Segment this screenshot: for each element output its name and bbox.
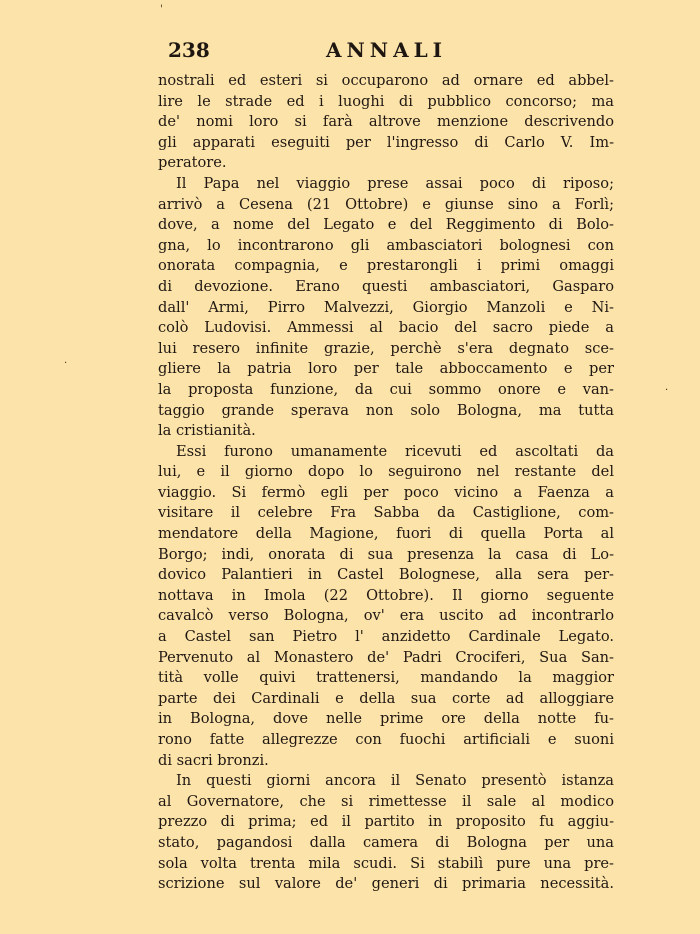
speck-mark: ': [160, 4, 163, 15]
text-line: nostrali ed esteri si occuparono ad ornare ed abbel-: [158, 72, 614, 89]
text-line: cavalcò verso Bologna, ov' era uscito ad incontrarlo: [158, 607, 614, 625]
text-line: di sacri bronzi.: [158, 751, 269, 769]
text-line: lire le strade ed i luoghi di pubblico concorso; ma: [158, 92, 614, 110]
text-line: prezzo di prima; ed il partito in proposito fu aggiu-: [158, 813, 614, 831]
speck-mark: .: [64, 355, 68, 366]
text-line: onorata compagnia, e prestarongli i primi omaggi: [158, 257, 614, 275]
page-header: [168, 38, 608, 68]
text-line: in Bologna, dove nelle prime ore della notte fu-: [158, 710, 614, 728]
text-line: a Castel san Pietro l' anzidetto Cardinale Legato.: [158, 628, 614, 646]
text-line: rono fatte allegrezze con fuochi artificiali e suoni: [158, 731, 614, 748]
speck-mark: ·: [665, 385, 669, 396]
text-line: colò Ludovisi. Ammessi al bacio del sacro piede a: [158, 319, 614, 337]
text-line: la cristianità.: [158, 422, 256, 440]
text-line: de' nomi loro si farà altrove menzione descrivendo: [158, 113, 614, 131]
page-number: 238: [168, 38, 210, 62]
text-line: lui, e il giorno dopo lo seguirono nel restante del: [158, 463, 614, 481]
text-line: dovico Palantieri in Castel Bolognese, alla sera per-: [158, 566, 614, 584]
body-text: [158, 71, 614, 895]
text-line: taggio grande sperava non solo Bologna, ma tutta: [158, 401, 614, 419]
text-line: peratore.: [158, 154, 227, 172]
text-line: stato, pagandosi dalla camera di Bologna per una: [158, 833, 614, 851]
text-line: gli apparati eseguiti per l'ingresso di Carlo V. Im-: [158, 133, 614, 151]
text-line: Pervenuto al Monastero de' Padri Crociferi, Sua San-: [158, 648, 614, 666]
text-line: gna, lo incontrarono gli ambasciatori bolognesi con: [158, 236, 614, 254]
text-line: al Governatore, che si rimettesse il sale al modico: [158, 792, 614, 810]
text-line: scrizione sul valore de' generi di primaria necessità.: [158, 875, 614, 893]
text-line: Essi furono umanamente ricevuti ed ascoltati da: [176, 442, 614, 460]
text-line: viaggio. Si fermò egli per poco vicino a Faenza a: [158, 483, 614, 501]
text-line: Il Papa nel viaggio prese assai poco di riposo;: [176, 174, 614, 192]
text-line: mendatore della Magione, fuori di quella Porta al: [158, 525, 614, 543]
text-line: nottava in Imola (22 Ottobre). Il giorno seguente: [158, 586, 614, 604]
running-head: ANNALI: [326, 38, 448, 62]
text-line: arrivò a Cesena (21 Ottobre) e giunse sino a Forlì;: [158, 195, 614, 213]
text-line: gliere la patria loro per tale abboccamento e per: [158, 360, 614, 378]
text-line: dove, a nome del Legato e del Reggimento di Bolo-: [158, 216, 614, 234]
text-line: sola volta trenta mila scudi. Si stabilì pure una pre-: [158, 854, 614, 872]
text-line: la proposta funzione, da cui sommo onore e van-: [158, 380, 614, 398]
text-line: tità volle quivi trattenersi, mandando la maggior: [158, 669, 614, 687]
text-line: parte dei Cardinali e della sua corte ad alloggiare: [158, 689, 614, 707]
text-line: lui resero infinite grazie, perchè s'era degnato sce-: [158, 339, 614, 357]
text-line: dall' Armi, Pirro Malvezzi, Giorgio Manzoli e Ni-: [158, 298, 614, 316]
text-line: In questi giorni ancora il Senato presentò istanza: [176, 772, 614, 790]
text-line: Borgo; indi, onorata di sua presenza la casa di Lo-: [158, 545, 614, 563]
text-line: visitare il celebre Fra Sabba da Castiglione, com-: [158, 504, 614, 522]
text-line: di devozione. Erano questi ambasciatori, Gasparo: [158, 277, 614, 295]
